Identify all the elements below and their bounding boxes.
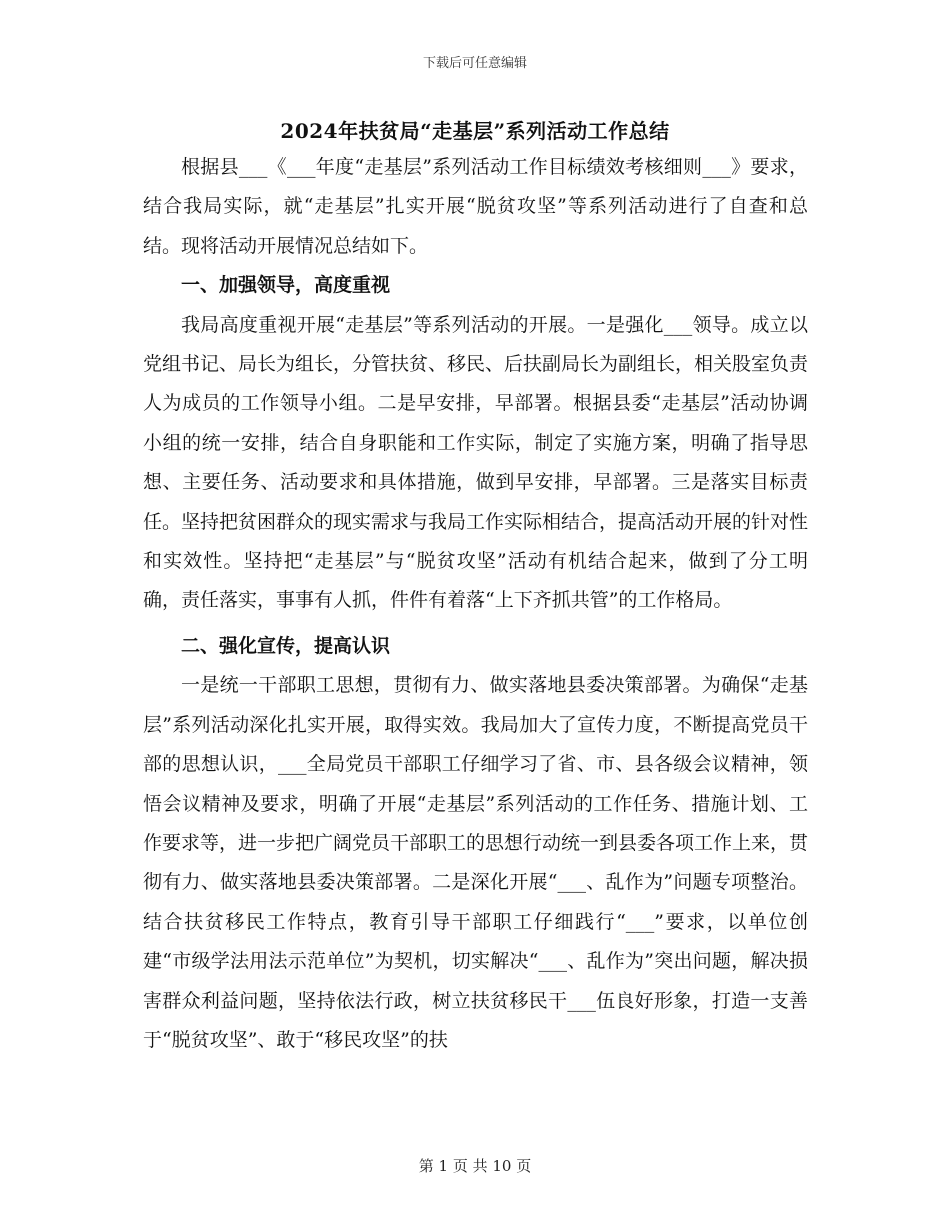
section-2-heading: 二、强化宣传，提高认识 <box>181 634 391 657</box>
document-title: 2024年扶贫局“走基层”系列活动工作总结 <box>280 119 670 143</box>
section-1-heading: 一、加强领导，高度重视 <box>181 274 391 297</box>
section-1-paragraph: 我局高度重视开展“走基层”等系列活动的开展。一是强化___领导。成立以党组书记、局长为组长，分管扶贫、移民、后扶副局长为副组长，相关股室负责人为成员的工作领导小组。二是早安排，早部署。根据县委“走基层”活动协调小组的统一安排，结合自身职能和工作实际，制定了实施方案，明确了指导思想、主要任务、活动要求和具体措施，做到早安排，早部署。三是落实目标责任。坚持把贫困群众的现实需求与我局工作实际相结合，提高活动开展的针对性和实效性。坚持把“走基层”与“脱贫攻坚”活动有机结合起来，做到了分工明确，责任落实，事事有人抓，件件有着落“上下齐抓共管”的工作格局。 <box>143 313 809 612</box>
header-note: 下载后可任意编辑 <box>422 56 527 71</box>
document-body <box>143 148 808 1060</box>
page-number: 第 1 页 共 10 页 <box>418 1157 532 1175</box>
section-2-paragraph: 一是统一干部职工思想，贯彻有力、做实落地县委决策部署。为确保“走基层”系列活动深化扎实开展，取得实效。我局加大了宣传力度，不断提高党员干部的思想认识，___全局党员干部职工仔细学习了省、市、县各级会议精神，领悟会议精神及要求，明确了开展“走基层”系列活动的工作任务、措施计划、工作要求等，进一步把广阔党员干部职工的思想行动统一到县委各项工作上来，贯彻有力、做实落地县委决策部署。二是深化开展“___、乱作为”问题专项整治。结合扶贫移民工作特点，教育引导干部职工仔细践行“___”要求，以单位创建“市级学法用法示范单位”为契机，切实解决“___、乱作为”突出问题，解决损害群众利益问题，坚持依法行政，树立扶贫移民干___伍良好形象，打造一支善于“脱贫攻坚”、敢于“移民攻坚”的扶 <box>143 674 809 1051</box>
intro-paragraph: 根据县___《___年度“走基层”系列活动工作目标绩效考核细则___》要求，结合我局实际，就“走基层”扎实开展“脱贫攻坚”等系列活动进行了自查和总结。现将活动开展情况总结如下。 <box>143 156 808 257</box>
